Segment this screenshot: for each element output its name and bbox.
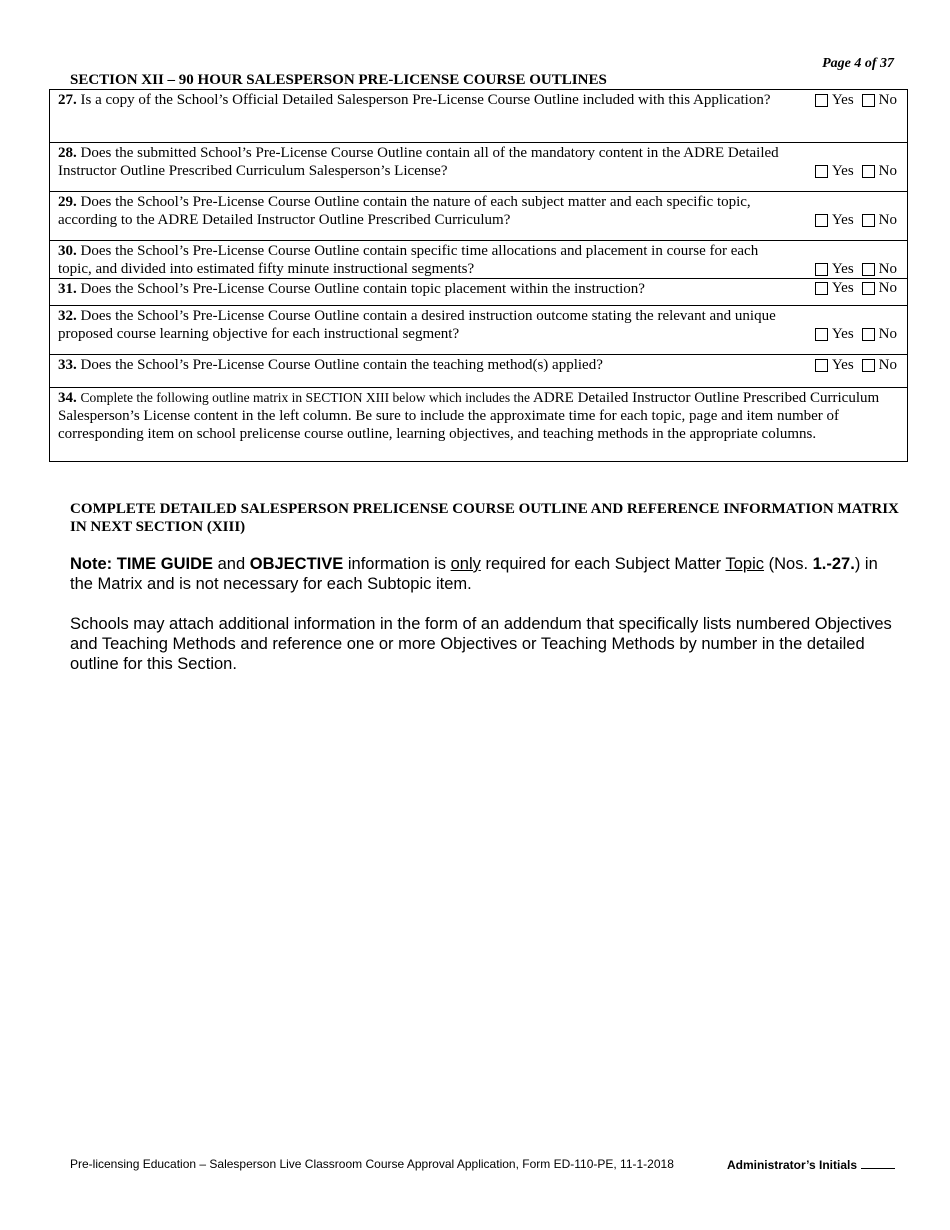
yes-no-group-27 (815, 92, 897, 108)
yes-checkbox-29[interactable] (815, 214, 828, 227)
note-nos: (Nos. (768, 555, 809, 573)
yes-checkbox-33[interactable] (815, 359, 828, 372)
question-row-29 (50, 191, 907, 240)
objective-term: OBJECTIVE (249, 555, 344, 573)
yes-label: Yes (831, 212, 854, 228)
question-body: Is a copy of the School’s Official Detailed Salesperson Pre-License Course Outline included with this Application? (80, 92, 771, 108)
yes-label: Yes (831, 280, 854, 296)
no-checkbox-33[interactable] (862, 359, 875, 372)
note-and: and (217, 555, 246, 573)
question-text-31 (58, 280, 793, 298)
question-body: Does the School’s Pre-License Course Outline contain topic placement within the instruction? (80, 281, 645, 297)
no-label: No (878, 280, 897, 296)
question-number: 27. (58, 92, 77, 108)
yes-no-group-32 (815, 326, 897, 342)
note-range: 1.-27. (812, 555, 855, 573)
yes-no-group-28 (815, 163, 897, 179)
no-label: No (878, 163, 897, 179)
no-checkbox-29[interactable] (862, 214, 875, 227)
page-number: Page 4 of 37 (822, 56, 894, 71)
page-footer (70, 1157, 895, 1172)
no-checkbox-32[interactable] (862, 328, 875, 341)
no-label: No (878, 326, 897, 342)
note-info: information is (347, 555, 446, 573)
no-label: No (878, 261, 897, 277)
yes-no-group-30 (815, 261, 897, 277)
question-number: 28. (58, 145, 77, 161)
yes-label: Yes (831, 326, 854, 342)
question-text-30 (58, 242, 793, 278)
yes-label: Yes (831, 357, 854, 373)
yes-label: Yes (831, 92, 854, 108)
question-number: 29. (58, 194, 77, 210)
question-text-29 (58, 193, 793, 229)
question-number: 33. (58, 357, 77, 373)
question-body: Does the submitted School’s Pre-License Course Outline contain all of the mandatory content in the ADRE Detailed Instructor Outline Prescribed Curriculum Salesperson’s License? (58, 145, 779, 179)
question-table (49, 89, 908, 462)
yes-checkbox-31[interactable] (815, 282, 828, 295)
complete-outline-heading: COMPLETE DETAILED SALESPERSON PRELICENSE COURSE OUTLINE AND REFERENCE INFORMATION MATRIX IN NEXT SECTION (XIII) (70, 501, 899, 535)
question-row-33 (50, 354, 907, 387)
question-number: 32. (58, 308, 77, 324)
question-body: ADRE Detailed Instructor Outline Prescribed Curriculum Salesperson’s License content in the left column. Be sure to include the approximate time for each topic, page and item number of corresponding item on school prelicense course outline, learning objectives, and teaching methods in the appropriate columns. (58, 390, 880, 442)
question-body: Does the School’s Pre-License Course Outline contain the teaching method(s) applied? (80, 357, 603, 373)
yes-checkbox-27[interactable] (815, 94, 828, 107)
no-label: No (878, 212, 897, 228)
no-checkbox-31[interactable] (862, 282, 875, 295)
yes-checkbox-32[interactable] (815, 328, 828, 341)
question-row-28 (50, 142, 907, 191)
question-number: 30. (58, 243, 77, 259)
note-paragraph (70, 554, 900, 594)
question-row-27 (50, 90, 907, 142)
initials-label: Administrator’s Initials (726, 1158, 857, 1172)
question-body: Does the School’s Pre-License Course Outline contain the nature of each subject matter and each specific topic, according to the ADRE Detailed Instructor Outline Prescribed Curriculum? (58, 194, 751, 228)
administrator-initials (727, 1157, 895, 1172)
schools-paragraph: Schools may attach additional information in the form of an addendum that specifically lists numbered Objectives and Teaching Methods and reference one or more Objectives or Teaching Methods by number in the detailed outline for this Section. (70, 615, 892, 673)
question-body: Does the School’s Pre-License Course Outline contain specific time allocations and placement in course for each topic, and divided into estimated fifty minute instructional segments? (58, 243, 759, 277)
note-only: only (450, 555, 481, 573)
note-required: required for each Subject Matter (485, 555, 722, 573)
no-label: No (878, 92, 897, 108)
yes-no-group-33 (815, 357, 897, 373)
no-label: No (878, 357, 897, 373)
question-row-31 (50, 278, 907, 305)
initials-field[interactable] (861, 1157, 895, 1169)
question-number: 31. (58, 281, 77, 297)
question-row-30 (50, 240, 907, 278)
question-row-32 (50, 305, 907, 354)
note-topic: Topic (725, 555, 765, 573)
yes-checkbox-30[interactable] (815, 263, 828, 276)
question-text-28 (58, 144, 793, 180)
no-checkbox-27[interactable] (862, 94, 875, 107)
no-checkbox-28[interactable] (862, 165, 875, 178)
yes-checkbox-28[interactable] (815, 165, 828, 178)
time-guide-term: TIME GUIDE (116, 555, 214, 573)
yes-no-group-29 (815, 212, 897, 228)
question-row-34 (50, 387, 907, 461)
question-text-32 (58, 307, 793, 343)
question-body-small: Complete the following outline matrix in SECTION XIII below which includes the (80, 390, 531, 405)
question-text-34 (50, 389, 907, 443)
question-body: Does the School’s Pre-License Course Outline contain a desired instruction outcome stating the relevant and unique proposed course learning objective for each instructional segment? (58, 308, 776, 342)
question-text-27 (58, 91, 793, 109)
footer-form-text: Pre-licensing Education – Salesperson Live Classroom Course Approval Application, Form ED-110-PE, 11-1-2018 (70, 1157, 674, 1171)
note-label: Note: (70, 555, 113, 573)
question-text-33 (58, 356, 793, 374)
section-title: SECTION XII – 90 HOUR SALESPERSON PRE-LICENSE COURSE OUTLINES (70, 72, 607, 88)
yes-label: Yes (831, 261, 854, 277)
yes-no-group-31 (815, 280, 897, 296)
yes-label: Yes (831, 163, 854, 179)
note-tail: ) in the Matrix and is not necessary for each Subtopic item. (70, 555, 878, 593)
question-number: 34. (58, 390, 77, 406)
no-checkbox-30[interactable] (862, 263, 875, 276)
